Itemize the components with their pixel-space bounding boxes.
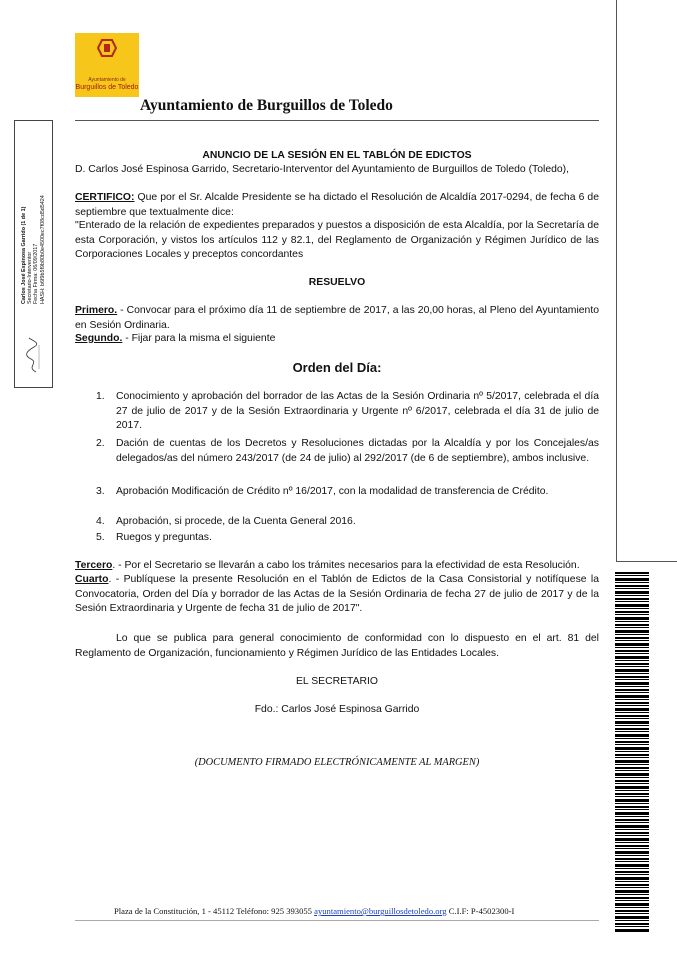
tercero-label: Tercero: [75, 560, 113, 571]
agenda-item: [96, 390, 599, 434]
stamp-line3: Fecha Firma: 06/09/2017: [33, 243, 40, 304]
certifico-text: Que por el Sr. Alcalde Presidente se ha dictado el Resolución de Alcaldía 2017-0294, de fecha 6 de septiembre que textualmente dice:: [75, 192, 599, 218]
agenda-item-number: 4.: [96, 516, 105, 527]
municipality-logo: [75, 33, 139, 97]
agenda-item: [96, 531, 599, 546]
closing-paragraph: Lo que se publica para general conocimiento de conformidad con lo dispuesto en el art. 81 del Reglamento de Organización, funcionamiento y Régimen Jurídico de las Entidades Locales.: [75, 633, 599, 659]
tercero-paragraph: [75, 559, 599, 574]
margin-frame: [616, 0, 677, 562]
resuelvo-heading: RESUELVO: [308, 277, 366, 288]
footer-address: Plaza de la Constitución, 1 - 45112 Teléfono: 925 393055: [114, 906, 315, 916]
agenda-item-text: Dación de cuentas de los Decretos y Resoluciones dictadas por la Alcaldía y por los Concejales/as delegados/as del número 243/2017 (de 24 de julio) al 292/2017 (de 6 de septiembre), ambos inclusive.: [116, 438, 599, 464]
segundo-text: - Fijar para la misma el siguiente: [122, 333, 276, 344]
agenda-item: [96, 485, 599, 500]
agenda-item-text: Conocimiento y aprobación del borrador de las Actas de la Sesión Ordinaria nº 5/2017, celebrada el día 27 de julio de 2017 y de la Sesión Extraordinaria y Urgente nº 6/2017, celebrada el día 31 de julio de 2017.: [116, 391, 599, 431]
agenda-title: Orden del Día:: [292, 360, 382, 375]
signature-stamp: [14, 120, 53, 388]
footer-contact: [114, 906, 514, 916]
primero-paragraph: [75, 304, 599, 333]
organization-title: Ayuntamiento de Burguillos de Toledo: [140, 97, 393, 114]
certifico-label: CERTIFICO:: [75, 192, 135, 203]
cuarto-label: Cuarto: [75, 574, 109, 585]
signer-title: EL SECRETARIO: [296, 676, 378, 687]
agenda-item-number: 1.: [96, 391, 105, 402]
logo-line2: Burguillos de Toledo: [75, 84, 139, 91]
primero-label: Primero.: [75, 305, 118, 316]
signer-name: Fdo.: Carlos José Espinosa Garrido: [254, 704, 420, 715]
electronic-signature-note: (DOCUMENTO FIRMADO ELECTRÓNICAMENTE AL MARGEN): [194, 757, 480, 768]
stamp-line4: HASH: b6f9b5f9b80b0e4500ec7f08cd5d5424: [39, 195, 46, 304]
crest-icon: [97, 39, 117, 57]
intro-paragraph: D. Carlos José Espinosa Garrido, Secretario-Interventor del Ayuntamiento de Burguillos de Toledo (Toledo),: [75, 164, 570, 175]
barcode: [615, 572, 649, 932]
logo-line1: Ayuntamiento de: [88, 77, 126, 83]
signature-icon: [21, 335, 43, 375]
stamp-text: [21, 195, 46, 304]
footer-cif: C.I.F: P-4502300-I: [446, 906, 515, 916]
agenda-item: [96, 515, 599, 530]
primero-text: - Convocar para el próximo día 11 de septiembre de 2017, a las 20,00 horas, al Pleno del Ayuntamiento en Sesión Ordinaria.: [75, 305, 599, 331]
certifico-paragraph: [75, 191, 599, 220]
cuarto-text: . - Publíquese la presente Resolución en el Tablón de Edictos de la Casa Consistorial y notifíquese la Convocatoria, Orden del Día y borrador de las Actas de la Sesión Ordinaria de fecha 27 de julio de 2017 y de la Sesión Extraordinaria y Urgente de fecha 31 de julio de 2017".: [75, 574, 599, 614]
announcement-heading: ANUNCIO DE LA SESIÓN EN EL TABLÓN DE EDICTOS: [202, 150, 472, 161]
cuarto-paragraph: [75, 573, 599, 617]
agenda-item-number: 5.: [96, 532, 105, 543]
agenda-item-text: Ruegos y preguntas.: [116, 532, 212, 543]
tercero-text: . - Por el Secretario se llevarán a cabo los trámites necesarios para la efectividad de esta Resolución.: [112, 560, 580, 571]
segundo-paragraph: [75, 332, 599, 347]
agenda-item-text: Aprobación Modificación de Crédito nº 16/2017, con la modalidad de transferencia de Crédito.: [116, 486, 549, 497]
stamp-line2: Secretario-Interventor: [27, 251, 34, 304]
footer-email-link[interactable]: ayuntamiento@burguillosdetoledo.org: [314, 906, 447, 916]
agenda-item-number: 2.: [96, 438, 105, 449]
agenda-item: [96, 437, 599, 466]
agenda-item-number: 3.: [96, 486, 105, 497]
header-divider: [75, 120, 599, 121]
agenda-item-text: Aprobación, si procede, de la Cuenta General 2016.: [116, 516, 356, 527]
stamp-line1: Carlos José Espinosa Garrido (1 de 1): [21, 206, 27, 304]
segundo-label: Segundo.: [75, 333, 123, 344]
quote-paragraph: "Enterado de la relación de expedientes preparados y puestos a disposición de esta Alcaldía, por la Secretaría de esta Corporación, y vistos los artículos 112 y 82.1, del Reglamento de Organización y Régimen Jurídico de las Corporaciones Locales y preceptos concordantes: [75, 220, 599, 260]
footer-divider: [75, 920, 599, 921]
